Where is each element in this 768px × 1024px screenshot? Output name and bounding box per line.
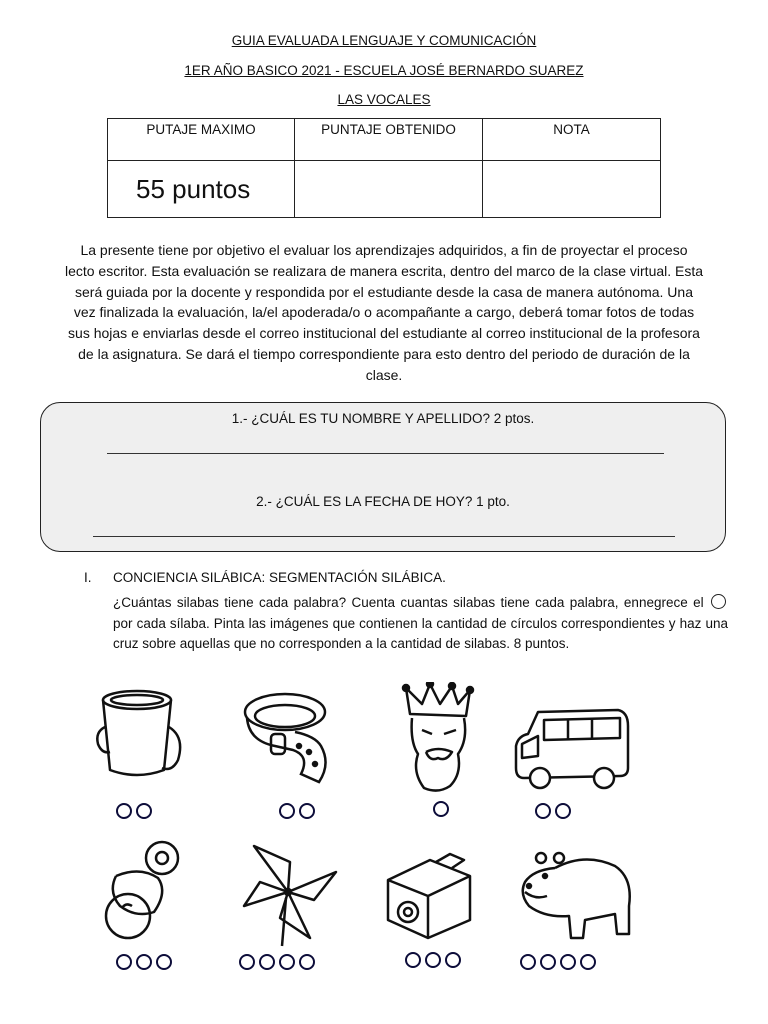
circles-collar bbox=[279, 803, 315, 819]
syllable-circle[interactable] bbox=[116, 803, 132, 819]
syllable-circle[interactable] bbox=[540, 954, 556, 970]
circles-bus bbox=[535, 803, 571, 819]
question-box bbox=[40, 402, 726, 552]
circles-sharpener bbox=[405, 952, 461, 968]
max-points-cell: 55 puntos bbox=[108, 161, 295, 218]
bus-icon[interactable] bbox=[510, 706, 632, 794]
circle-icon bbox=[711, 594, 726, 609]
syllable-circle[interactable] bbox=[156, 954, 172, 970]
section-heading bbox=[84, 570, 446, 585]
circles-hippo bbox=[520, 954, 596, 970]
col-grade-header: NOTA bbox=[483, 119, 661, 161]
syllable-circle[interactable] bbox=[560, 954, 576, 970]
syllable-circle[interactable] bbox=[425, 952, 441, 968]
syllable-circle[interactable] bbox=[299, 954, 315, 970]
king-icon[interactable] bbox=[398, 682, 478, 796]
syllable-circle[interactable] bbox=[279, 803, 295, 819]
answer-line-2[interactable] bbox=[93, 536, 675, 537]
circles-pinwheel bbox=[239, 954, 315, 970]
syllable-circle[interactable] bbox=[136, 803, 152, 819]
obtained-points-cell[interactable] bbox=[295, 161, 483, 218]
syllable-circle[interactable] bbox=[299, 803, 315, 819]
instructions-part-a: ¿Cuántas silabas tiene cada palabra? Cuenta cuantas silabas tiene cada palabra, ennegrece el bbox=[113, 595, 704, 610]
syllable-circle[interactable] bbox=[279, 954, 295, 970]
pinwheel-icon[interactable] bbox=[240, 842, 340, 948]
syllable-circle[interactable] bbox=[239, 954, 255, 970]
circles-pacifier bbox=[116, 954, 172, 970]
answer-line-1[interactable] bbox=[107, 453, 664, 454]
syllable-circle[interactable] bbox=[445, 952, 461, 968]
syllable-circle[interactable] bbox=[433, 801, 449, 817]
syllable-circle[interactable] bbox=[520, 954, 536, 970]
section-number: I. bbox=[84, 570, 92, 585]
syllable-circle[interactable] bbox=[116, 954, 132, 970]
col-max-header: PUTAJE MAXIMO bbox=[108, 119, 295, 161]
question-1: 1.- ¿CUÁL ES TU NOMBRE Y APELLIDO? 2 ptos. bbox=[231, 411, 535, 426]
grade-cell[interactable] bbox=[483, 161, 661, 218]
syllable-circle[interactable] bbox=[580, 954, 596, 970]
pacifier-icon[interactable] bbox=[96, 836, 198, 946]
page-subtitle: 1ER AÑO BASICO 2021 - ESCUELA JOSÉ BERNARDO SUAREZ bbox=[184, 63, 584, 78]
sharpener-icon[interactable] bbox=[380, 850, 476, 942]
syllable-circle[interactable] bbox=[136, 954, 152, 970]
syllable-circle[interactable] bbox=[259, 954, 275, 970]
question-2: 2.- ¿CUÁL ES LA FECHA DE HOY? 1 pto. bbox=[256, 494, 510, 509]
syllable-circle[interactable] bbox=[555, 803, 571, 819]
section-title: CONCIENCIA SILÁBICA: SEGMENTACIÓN SILÁBICA. bbox=[113, 570, 446, 585]
intro-paragraph: La presente tiene por objetivo el evaluar los aprendizajes adquiridos, a fin de proyectar el proceso lecto escritor. Esta evaluación se realizara de manera escrita, dentro del marco de la clase virtual. Esta será guiada por la docente y respondida por el estudiante desde la casa de manera autónoma. Una vez finalizada la evaluación, la/el apoderada/o o acompañante a cargo, deberá tomar fotos de todas sus hojas e enviarlas desde el correo institucional del estudiante al correo institucional de la profesora de la asignatura. Se dará el tiempo correspondiente para esto dentro del periodo de duración de la clase. bbox=[64, 242, 704, 383]
score-table bbox=[107, 118, 661, 218]
syllable-circle[interactable] bbox=[535, 803, 551, 819]
hippo-icon[interactable] bbox=[515, 848, 637, 946]
circles-king bbox=[433, 801, 449, 817]
circles-bucket bbox=[116, 803, 152, 819]
col-obtained-header: PUNTAJE OBTENIDO bbox=[295, 119, 483, 161]
syllable-circle[interactable] bbox=[405, 952, 421, 968]
page-title: GUIA EVALUADA LENGUAJE Y COMUNICACIÓN bbox=[231, 33, 537, 48]
page-topic: LAS VOCALES bbox=[337, 92, 431, 107]
bucket-icon[interactable] bbox=[90, 682, 198, 792]
collar-icon[interactable] bbox=[235, 686, 340, 792]
section-instructions bbox=[113, 593, 728, 655]
instructions-part-b: por cada sílaba. Pinta las imágenes que contienen la cantidad de círculos correspondientes y haz una cruz sobre aquellas que no corresponden a la cantidad de silabas. 8 puntos. bbox=[113, 615, 728, 651]
